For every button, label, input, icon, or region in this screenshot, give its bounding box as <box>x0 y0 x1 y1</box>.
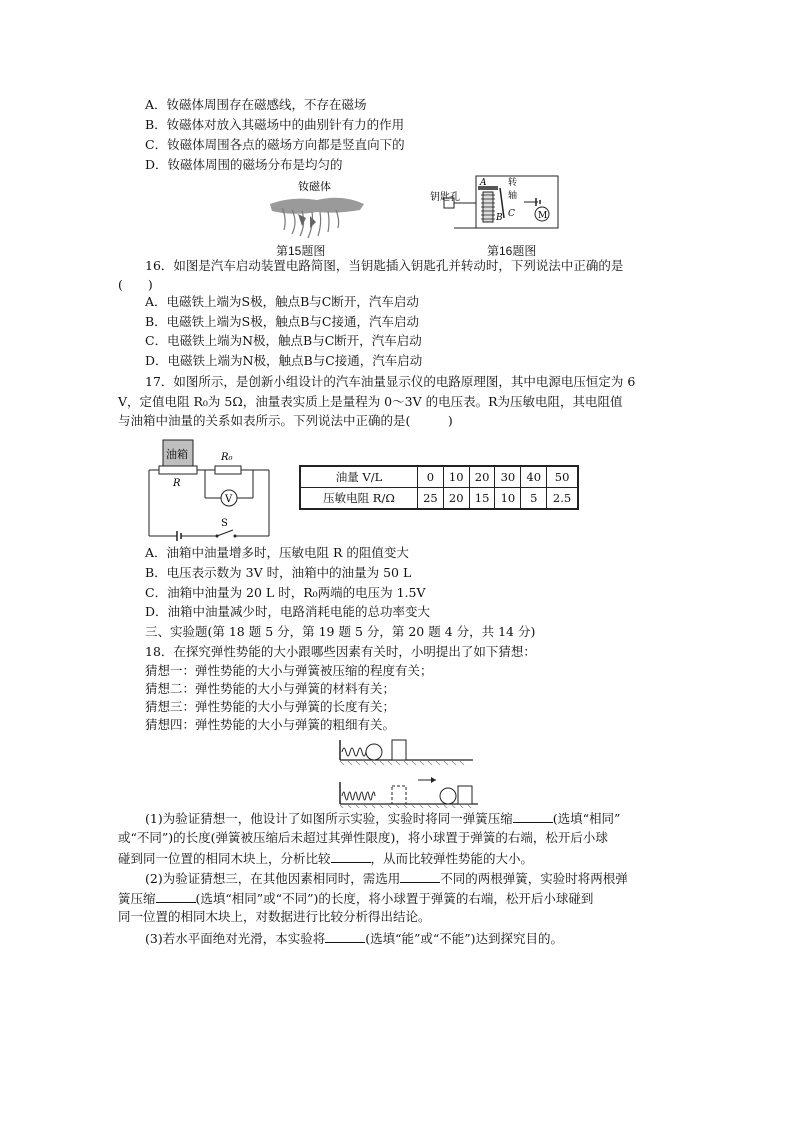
q16-option-d: D．电磁铁上端为N极，触点B与C接通，汽车启动 <box>145 353 423 368</box>
q18-p3-text-a: (3)若水平面绝对光滑，本实验将 <box>145 931 326 946</box>
q18-p2-line1 <box>145 870 628 887</box>
table-cell: 10 <box>495 488 521 510</box>
table-cell: 20 <box>469 466 495 488</box>
q17-circuit-figure <box>145 438 275 544</box>
table-cell: 2.5 <box>547 488 578 510</box>
q16-option-c: C．电磁铁上端为N极，触点B与C断开，汽车启动 <box>145 333 422 348</box>
table-cell: 10 <box>443 466 469 488</box>
q18-p1-blank-2[interactable] <box>331 850 371 863</box>
q18-p1-line2: 或“不同”)的长度(弹簧被压缩后未超过其弹性限度)，将小球置于弹簧的右端，松开后小球 <box>118 830 608 845</box>
q16-option-b: B．电磁铁上端为S极，触点B与C接通，汽车启动 <box>145 314 419 329</box>
q18-p2-line2 <box>118 890 593 907</box>
table-cell: 25 <box>418 488 444 510</box>
q15-caption: 第15题图 <box>276 244 326 258</box>
q17-stem-line1: 17．如图所示，是创新小组设计的汽车油量显示仪的电路原理图，其中电源电压恒定为 6 <box>145 374 636 389</box>
q18-p2-text-d: (选填“相同”或“不同”)的长度，将小球置于弹簧的右端，松开后小球碰到 <box>195 891 594 906</box>
table-cell: 40 <box>521 466 547 488</box>
label-b: B <box>496 213 503 223</box>
q18-guess-3: 猜想三：弹性势能的大小与弹簧的长度有关； <box>145 699 396 714</box>
r0-label: R₀ <box>221 452 233 463</box>
q18-p1-text-d: ，从而比较弹性势能的大小。 <box>370 851 534 866</box>
voltmeter-label: V <box>225 494 233 505</box>
q17-option-a: A．油箱中油量增多时，压敏电阻 R 的阻值变大 <box>145 545 409 560</box>
q18-stem: 18．在探究弹性势能的大小跟哪些因素有关时，小明提出了如下猜想： <box>145 644 536 659</box>
q16-stem-line2: ( ) <box>118 277 153 292</box>
q18-p2-blank-2[interactable] <box>156 890 196 903</box>
switch-label: S <box>221 518 228 529</box>
q16-option-a: A．电磁铁上端为S极，触点B与C断开，汽车启动 <box>145 294 419 309</box>
q17-option-b: B．电压表示数为 3V 时，油箱中的油量为 50 L <box>145 565 412 580</box>
q15-option-c: C．钕磁体周围各点的磁场方向都是竖直向下的 <box>145 137 405 152</box>
q18-p3-blank-1[interactable] <box>325 930 365 943</box>
oil-resistance-table <box>299 465 579 510</box>
q18-p2-line3: 同一位置的相同木块上，对数据进行比较分析得出结论。 <box>118 909 431 924</box>
q18-p1-text-a: (1)为验证猜想一，他设计了如图所示实验，实验时将同一弹簧压缩 <box>145 811 513 826</box>
q18-guess-4: 猜想四：弹性势能的大小与弹簧的粗细有关。 <box>145 717 396 732</box>
label-shaft-1: 转 <box>508 178 518 188</box>
table-row-head: 压敏电阻 R/Ω <box>300 488 418 510</box>
label-a: A <box>480 178 487 188</box>
q16-caption: 第16题图 <box>487 244 537 258</box>
table-cell: 5 <box>521 488 547 510</box>
q15-option-d: D．钕磁体周围的磁场分布是均匀的 <box>145 157 343 172</box>
q17-stem-line3: 与油箱中油量的关系如表所示。下列说法中正确的是( ) <box>118 413 453 428</box>
q18-p3-line1 <box>145 930 563 947</box>
table-row-head: 油量 V/L <box>300 466 418 488</box>
q15-magnet-figure <box>262 178 372 240</box>
q18-p1-line3 <box>118 850 533 867</box>
table-cell: 50 <box>547 466 578 488</box>
label-c: C <box>508 209 515 219</box>
q17-option-d: D．油箱中油量减少时，电路消耗电能的总功率变大 <box>145 604 431 619</box>
q18-p2-blank-1[interactable] <box>400 870 440 883</box>
q15-option-b: B．钕磁体对放入其磁场中的曲别针有力的作用 <box>145 117 405 132</box>
table-row <box>300 488 578 510</box>
label-shaft-2: 轴 <box>508 191 518 201</box>
q18-p1-line1 <box>145 810 620 827</box>
q18-p2-text-b: 不同的两根弹簧，实验时将两根弹 <box>440 871 628 886</box>
q18-p1-blank-1[interactable] <box>513 810 553 823</box>
section-3-heading: 三、实验题(第 18 题 5 分，第 19 题 5 分，第 20 题 4 分，共 14 分) <box>145 624 536 639</box>
table-row <box>300 466 578 488</box>
q18-spring-figure <box>338 736 483 808</box>
q17-stem-line2: V，定值电阻 R₀为 5Ω，油量表实质上是量程为 0～3V 的电压表。R为压敏电阻，其电阻值 <box>118 394 623 409</box>
q16-stem-line1: 16．如图是汽车启动装置电路简图，当钥匙插入钥匙孔并转动时，下列说法中正确的是 <box>145 258 624 273</box>
q18-guess-2: 猜想二：弹性势能的大小与弹簧的材料有关； <box>145 681 396 696</box>
table-cell: 30 <box>495 466 521 488</box>
motor-label: M <box>538 211 548 221</box>
q18-p2-text-a: (2)为验证猜想三，在其他因素相同时，需选用 <box>145 871 401 886</box>
r-label: R <box>173 478 181 489</box>
q18-guess-1: 猜想一：弹性势能的大小与弹簧被压缩的程度有关； <box>145 663 433 678</box>
q18-p1-text-c: 碰到同一位置的相同木块上，分析比较 <box>118 851 331 866</box>
q18-p1-text-b: (选填“相同” <box>552 811 621 826</box>
table-cell: 20 <box>443 488 469 510</box>
tank-label: 油箱 <box>166 448 188 461</box>
table-cell: 15 <box>469 488 495 510</box>
q15-option-a: A．钕磁体周围存在磁感线，不存在磁场 <box>145 97 367 112</box>
table-cell: 0 <box>418 466 444 488</box>
q18-p2-text-c: 簧压缩 <box>118 891 156 906</box>
q17-option-c: C．油箱中油量为 20 L 时，R₀两端的电压为 1.5V <box>145 585 426 600</box>
key-hole-label: 钥匙孔 <box>430 192 460 203</box>
q18-p3-text-b: (选填“能”或“不能”)达到探究目的。 <box>365 931 564 946</box>
q16-circuit-figure <box>428 172 568 240</box>
q15-figure-label: 钕磁体 <box>298 180 331 193</box>
